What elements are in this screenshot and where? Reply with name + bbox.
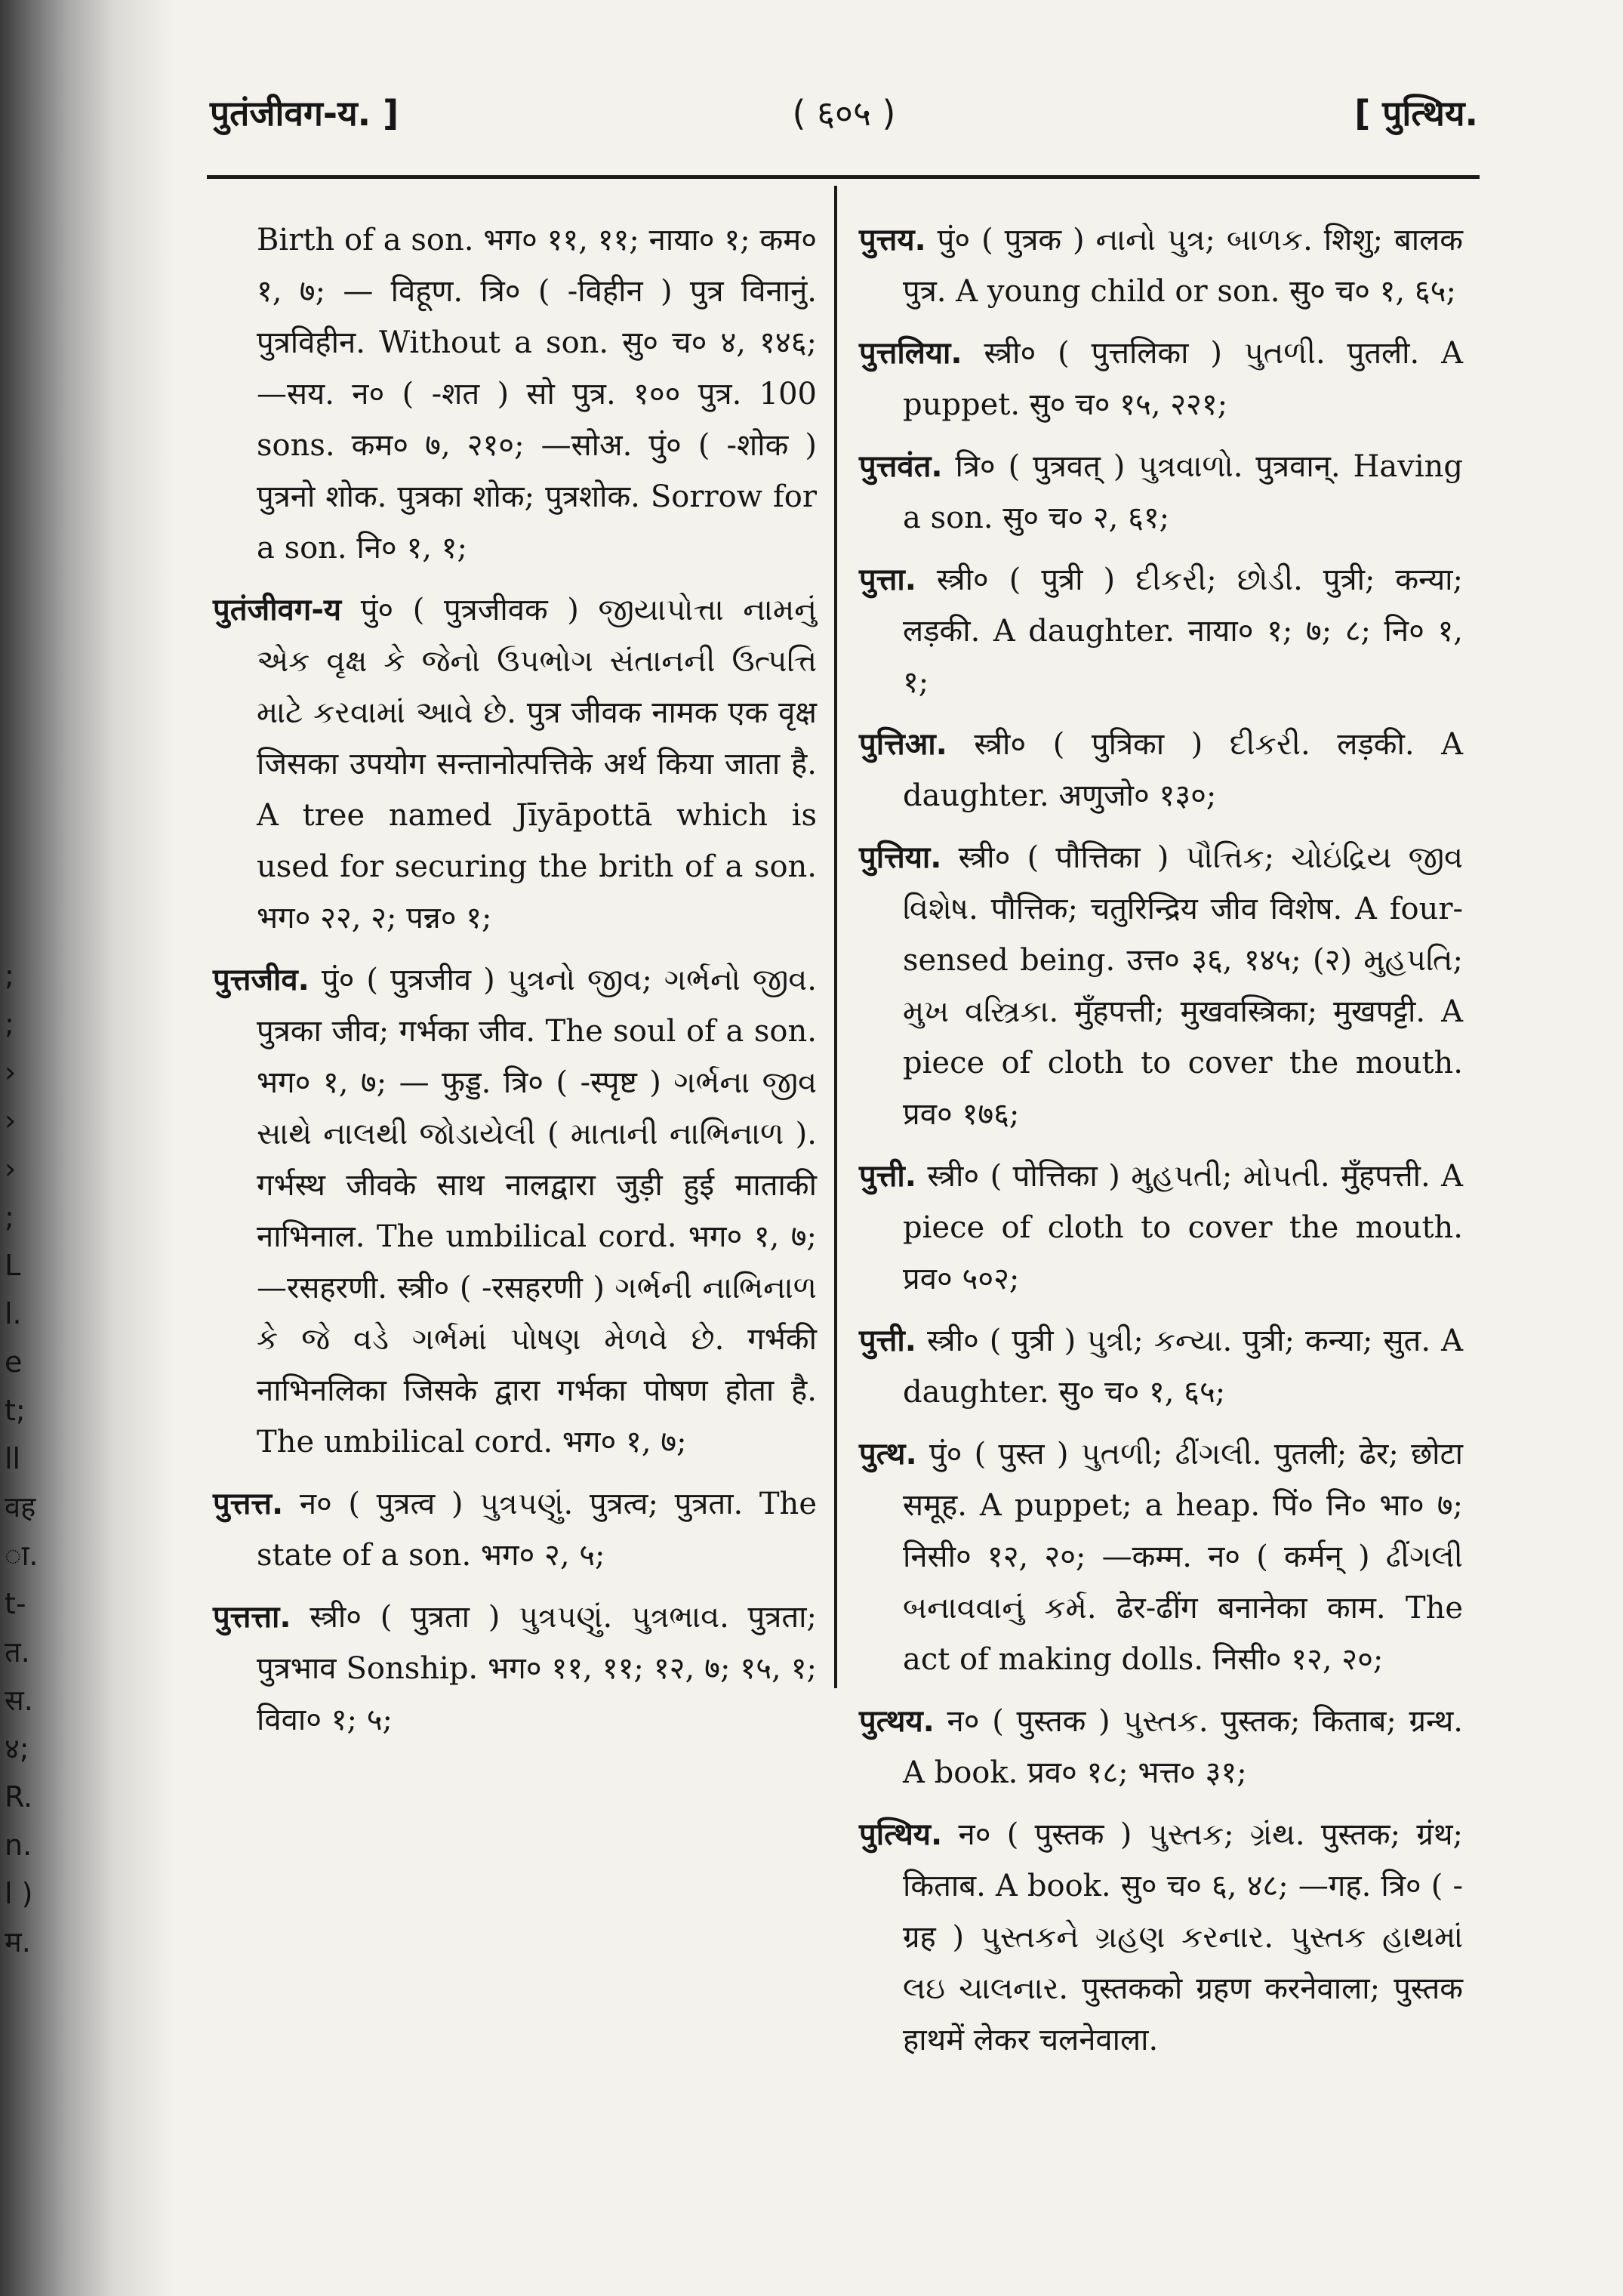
margin-mark: t; (5, 1394, 26, 1427)
entry-headword: पुत्तजीव. (213, 963, 310, 997)
margin-mark: वह (5, 1490, 36, 1524)
entry-headword: पुत्थय. (859, 1704, 935, 1739)
dictionary-entry (859, 1809, 1463, 2066)
dictionary-entry (859, 214, 1463, 317)
entry-headword: पुत्तय. (859, 223, 926, 257)
right-column (859, 214, 1463, 2076)
margin-mark: l ) (5, 1877, 33, 1910)
dictionary-entry (859, 1696, 1463, 1798)
margin-mark: ४; (5, 1732, 29, 1765)
entry-headword: पुत्तत्ता. (213, 1600, 291, 1635)
column-divider (834, 186, 837, 1688)
dictionary-entry (213, 1592, 817, 1746)
left-column (213, 214, 817, 1756)
entry-headword: पुत्तवंत. (859, 449, 943, 484)
entry-headword: पुत्ती. (859, 1324, 916, 1358)
entry-headword: पुत्तलिया. (859, 336, 962, 371)
header-last-word: [ पुत्थिय. (1354, 93, 1478, 134)
entry-text: पुं० ( पुत्रजीव ) પુત્રનો જીવ; ગર્ભનો જીવ. पुत्रका जीव; गर्भका जीव. The soul of a son. भग० १, ७; — फुड्ड. त्रि० ( -स्पृष्ट ) ગર્ભના જીવ સાથે નાલથી જોડાયેલી ( માતાની નાભિનાળ ). गर्भस्थ जीवके साथ नालद्वारा जुड़ी हुई माताकी नाभिनाल. The umbilical cord. भग० १, ७; —रसहरणी. स्त्री० ( -रसहरणी ) ગર્ભની નાભિનાળ કે જે વડે ગર્ભમાં પોષણ મેળવે છે. गर्भकी नाभिनलिका जिसके द्वारा गर्भका पोषण होता है. The umbilical cord. भग० १, ७; (257, 963, 817, 1459)
margin-mark: ; (5, 959, 14, 992)
entry-headword: पुत्थिय. (859, 1817, 943, 1852)
header-first-word: पुतंजीवग-य. ] (210, 93, 399, 134)
entry-text: स्त्री० ( पौत्तिका ) પૌત્તિક; ચોઇંદ્રિય જીવ વિશેષ. पौत्तिक; चतुरिन्द्रिय जीव विशेष. A four-sensed being. उत्त० ३६, १४५; (२) મુહપતિ; મુખ વસ્ત્રિકા. मुँहपत्ती; मुखवस्त्रिका; मुखपट्टी. A piece of cloth to cover the mouth. प्रव० १७६; (903, 840, 1463, 1132)
margin-mark: › (5, 1152, 17, 1185)
entry-text: स्त्री० ( पोत्तिका ) મુહપતી; મોપતી. मुँहपत्ती. A piece of cloth to cover the mouth. प्रव० ५०२; (903, 1159, 1463, 1296)
entry-text: स्त्री० ( पुत्री ) દીકરી; છોડી. पुत्री; कन्या; लड़की. A daughter. नाया० १; ७; ८; नि० १, १; (903, 562, 1463, 700)
entry-text: त्रि० ( पुत्रवत् ) પુત્રવાળો. पुत्रवान्. Having a son. सु० च० २, ६१; (903, 449, 1463, 535)
entry-text: पुं० ( पुस्त ) પુતળી; ઢીંગલી. पुतली; ढेर; छोटा समूह. A puppet; a heap. पिं० नि० भा० ७; निसी० १२, २०; —कम्म. न० ( कर्मन् ) ઢીંગલી બનાવવાનું કર્મ. ढेर-ढींग बनानेका काम. The act of making dolls. निसी० १२, २०; (903, 1437, 1463, 1677)
entry-headword: पुत्थ. (859, 1437, 917, 1472)
entry-text: न० ( पुत्रत्व ) પુત્રપણું. पुत्रत्व; पुत्रता. The state of a son. भग० २, ५; (257, 1487, 817, 1573)
margin-marks (5, 951, 50, 1966)
entry-text: न० ( पुस्तक ) પુસ્તક. पुस्तक; किताब; ग्रन्थ. A book. प्रव० १८; भत्त० ३१; (903, 1704, 1463, 1790)
entry-text: Birth of a son. भग० ११, ११; नाया० १; कम० १, ७; — विहूण. त्रि० ( -विहीन ) पुत्र विनानुं. पुत्रविहीन. Without a son. सु० च० ४, १४६; —सय. न० ( -शत ) सो पुत्र. १०० पुत्र. 100 sons. कम० ७, २१०; —सोअ. पुं० ( -शोक ) पुत्रनो शोक. पुत्रका शोक; पुत्रशोक. Sorrow for a son. नि० १, १; (257, 223, 817, 566)
entry-text: स्त्री० ( पुत्री ) પુત્રી; કન્યા. पुत्री; कन्या; सुत. A daughter. सु० च० १, ६५; (903, 1324, 1463, 1410)
margin-mark: R. (5, 1780, 33, 1814)
margin-mark: › (5, 1056, 17, 1089)
entry-text: पुं० ( पुत्रजीवक ) જીયાપોત્તા નામનું એક વૃક્ષ કે જેનો ઉપભોગ સંતાનની ઉત્પત્તિ માટે કરવામાં આવે છે. पुत्र जीवक नामक एक वृक्ष जिसका उपयोग सन्तानोत्पत्तिके अर्थ किया जाता है. A tree named Jīyāpottā which is used for securing the brith of a son. भग० २२, २; पन्न० १; (257, 593, 817, 935)
dictionary-entry (859, 719, 1463, 821)
entry-headword: पुत्तिआ. (859, 727, 947, 762)
dictionary-entry (213, 1478, 817, 1581)
entry-text: स्त्री० ( पुत्रिका ) દીકરી. लड़की. A daughter. अणुजो० १३०; (903, 727, 1463, 813)
margin-mark: ; (5, 1007, 14, 1040)
page-header (210, 89, 1478, 149)
dictionary-entry (859, 1315, 1463, 1418)
margin-mark: t- (5, 1587, 26, 1620)
margin-mark: स. (5, 1684, 33, 1717)
margin-mark: त. (5, 1635, 30, 1669)
margin-mark: ll (5, 1442, 21, 1475)
dictionary-entry (859, 832, 1463, 1140)
margin-mark: › (5, 1104, 17, 1137)
margin-mark: ा. (5, 1539, 38, 1572)
entry-text: स्त्री० ( पुत्तलिका ) પુતળી. पुतली. A puppet. सु० च० १५, २२१; (903, 336, 1463, 422)
entry-headword: पुत्तत्त. (213, 1487, 284, 1521)
dictionary-entry (859, 328, 1463, 430)
dictionary-entry (859, 441, 1463, 544)
page-number: ( ६०५ ) (792, 93, 896, 134)
margin-mark: l. (5, 1297, 22, 1330)
entry-text: स्त्री० ( पुत्रता ) પુત્રપણું. પુત્રભાવ. पुत्रता; पुत्रभाव Sonship. भग० ११, ११; १२, ७; १५, १; विवा० १; ५; (257, 1600, 817, 1737)
margin-mark: ; (5, 1200, 14, 1234)
entry-headword: पुत्ता. (859, 562, 916, 597)
entry-headword: पुत्ती. (859, 1159, 916, 1194)
margin-mark: n. (5, 1829, 32, 1862)
dictionary-entry (859, 1151, 1463, 1305)
dictionary-entry (859, 554, 1463, 708)
dictionary-entry-continued (213, 214, 817, 574)
margin-mark: म. (5, 1925, 31, 1959)
entry-headword: पुत्तिया. (859, 840, 942, 875)
dictionary-entry (859, 1428, 1463, 1685)
dictionary-entry (213, 584, 817, 944)
margin-mark: e (5, 1345, 23, 1379)
entry-text: पुं० ( पुत्रक ) નાનો પુત્ર; બાળક. शिशु; बालक पुत्र. A young child or son. सु० च० १, ६५; (903, 223, 1463, 309)
header-rule (207, 175, 1480, 179)
dictionary-entry (213, 954, 817, 1468)
entry-text: न० ( पुस्तक ) પુસ્તક; ગ્રંથ. पुस्तक; ग्रंथ; किताब. A book. सु० च० ६, ४८; —गह. त्रि० ( -ग्रह ) પુસ્તકને ગ્રહણ કરનાર. પુસ્તક હાથમાં લઇ ચાલનાર. पुस्तकको ग्रहण करनेवाला; पुस्तक हाथमें लेकर चलनेवाला. (903, 1817, 1463, 2057)
entry-headword: पुतंजीवग-य (213, 593, 342, 627)
margin-mark: L (5, 1249, 21, 1282)
